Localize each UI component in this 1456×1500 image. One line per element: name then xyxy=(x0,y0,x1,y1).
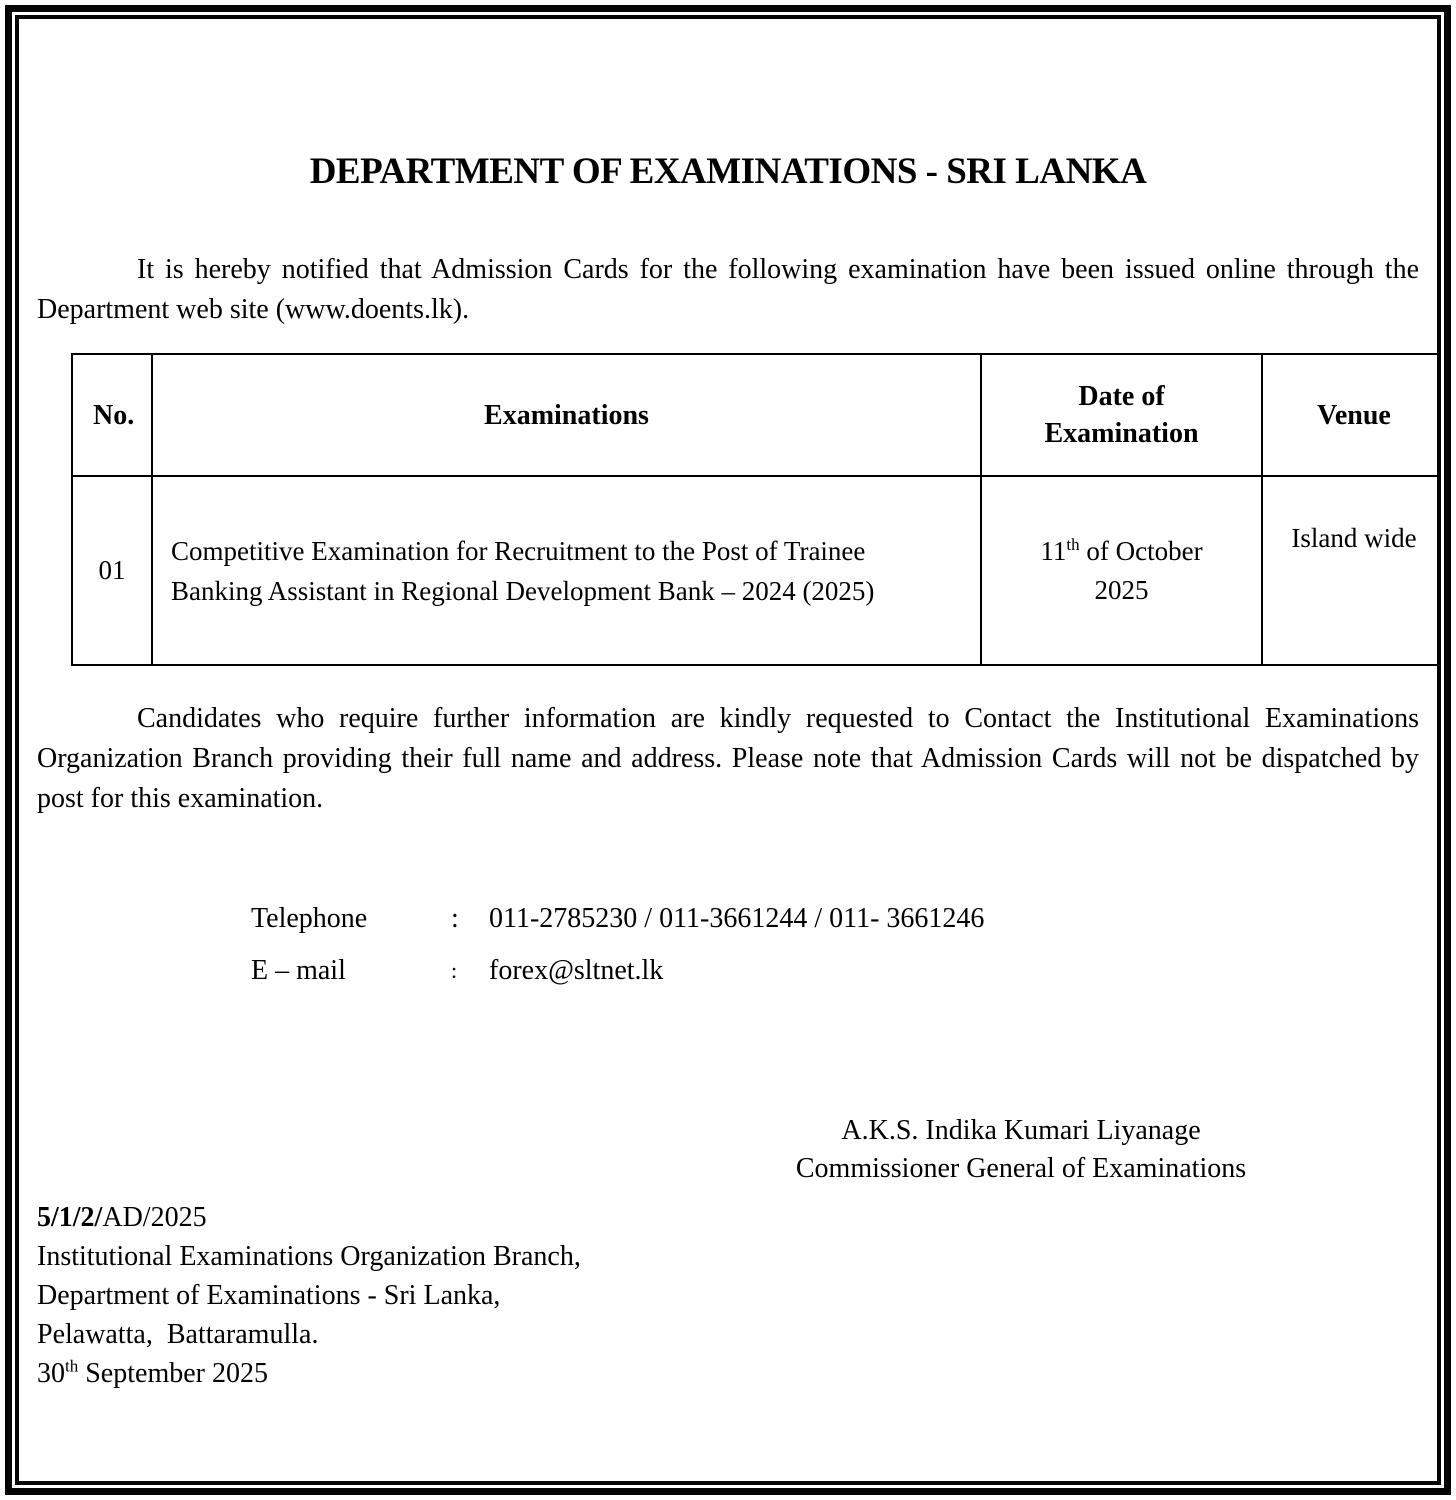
telephone-label: Telephone xyxy=(251,903,368,934)
exam-date-rest: of October 2025 xyxy=(1079,535,1203,605)
signatory-name: A.K.S. Indika Kumari Liyanage xyxy=(841,1115,1201,1146)
cell-no: 01 xyxy=(72,476,152,665)
signatory-designation: Commissioner General of Examinations xyxy=(795,1153,1247,1184)
table-header-row xyxy=(72,354,1441,476)
header-date-of-examination: Date of Examination xyxy=(981,354,1262,476)
address-line-branch: Institutional Examinations Organization Branch, xyxy=(37,1241,581,1272)
cell-venue: Island wide xyxy=(1262,476,1441,665)
examinations-table xyxy=(71,353,1441,666)
header-venue: Venue xyxy=(1262,354,1441,476)
contact-block xyxy=(37,899,1419,991)
telephone-row xyxy=(37,899,1419,939)
address-line-city: Pelawatta, Battaramulla. xyxy=(37,1319,319,1350)
header-no: No. xyxy=(72,354,152,476)
header-examinations: Examinations xyxy=(152,354,981,476)
reference-number-rest: AD/2025 xyxy=(102,1202,207,1233)
intro-paragraph: It is hereby notified that Admission Cards for the following examination have been issued online through the Department web site (www.doents.lk). xyxy=(37,254,1419,325)
telephone-value: 011-2785230 / 011-3661244 / 011- 3661246 xyxy=(489,903,985,934)
cell-exam-date xyxy=(981,476,1262,665)
table-row xyxy=(72,476,1441,665)
footer-date-ordinal: th xyxy=(65,1356,79,1376)
reference-number-bold: 5/1/2/ xyxy=(37,1202,103,1233)
signature-block xyxy=(771,1112,1271,1188)
exam-date-day: 11 xyxy=(1040,535,1067,566)
further-info-paragraph: Candidates who require further information are kindly requested to Contact the Institutional Examinations Organization Branch providing their full name and address. Please note that Admission Cards will not be dispatched by post for this examination. xyxy=(37,703,1419,814)
exam-date-ordinal: th xyxy=(1066,534,1080,554)
email-label: E – mail xyxy=(251,955,346,986)
footer-date xyxy=(37,1354,1419,1393)
telephone-colon: : xyxy=(451,903,459,934)
page-title: DEPARTMENT OF EXAMINATIONS - SRI LANKA xyxy=(309,151,1147,192)
inner-border xyxy=(15,15,1441,1485)
footer-date-day: 30 xyxy=(37,1358,65,1389)
email-row xyxy=(37,951,1419,991)
outer-border xyxy=(5,5,1451,1495)
email-value: forex@sltnet.lk xyxy=(489,955,664,986)
email-colon: : xyxy=(451,958,458,983)
exam-date-text xyxy=(1014,532,1229,610)
reference-block xyxy=(37,1198,1419,1393)
footer-date-rest: September 2025 xyxy=(78,1358,268,1389)
reference-number xyxy=(37,1198,1419,1237)
cell-examination: Competitive Examination for Recruitment to the Post of Trainee Banking Assistant in Regional Development Bank – 2024 (2025) xyxy=(152,476,981,665)
address-line-department: Department of Examinations - Sri Lanka, xyxy=(37,1280,501,1311)
